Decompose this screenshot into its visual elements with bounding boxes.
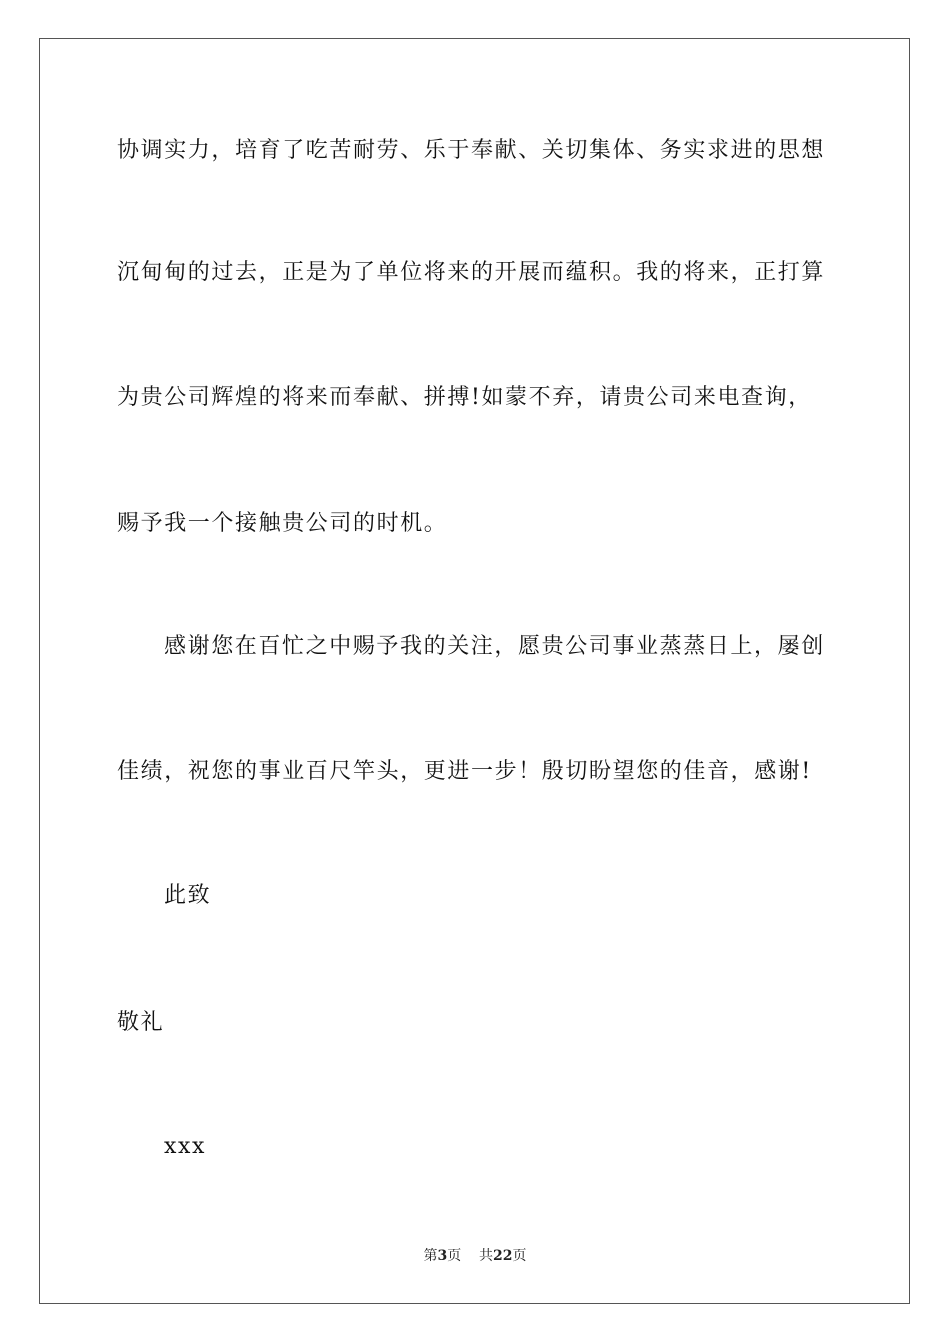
footer-total-suffix: 页	[512, 1248, 527, 1264]
body-line-2: 沉甸甸的过去，正是为了单位将来的开展而蕴积。我的将来，正打算	[117, 260, 826, 285]
body-line-6: 佳绩，祝您的事业百尺竿头，更进一步！殷切盼望您的佳音，感谢!	[117, 759, 812, 784]
body-line-3: 为贵公司辉煌的将来而奉献、拼搏!如蒙不弃，请贵公司来电查询，	[117, 385, 812, 410]
body-line-1: 协调实力，培育了吃苦耐劳、乐于奉献、关切集体、务实求进的思想	[117, 138, 826, 163]
footer-page-number: 3	[437, 1248, 448, 1264]
signature: xxx	[164, 1134, 207, 1159]
footer-total-prefix: 共	[479, 1248, 494, 1264]
footer-total-pages: 22	[493, 1248, 513, 1264]
body-line-5: 感谢您在百忙之中赐予我的关注，愿贵公司事业蒸蒸日上，屡创	[164, 634, 825, 659]
footer-page-prefix: 第	[423, 1248, 438, 1264]
page-frame	[39, 38, 910, 1304]
body-line-4: 赐予我一个接触贵公司的时机。	[117, 511, 448, 536]
footer-page-suffix: 页	[447, 1248, 462, 1264]
closing-regards: 敬礼	[117, 1010, 165, 1035]
closing-salutation: 此致	[164, 883, 212, 908]
page-footer	[0, 1246, 950, 1266]
